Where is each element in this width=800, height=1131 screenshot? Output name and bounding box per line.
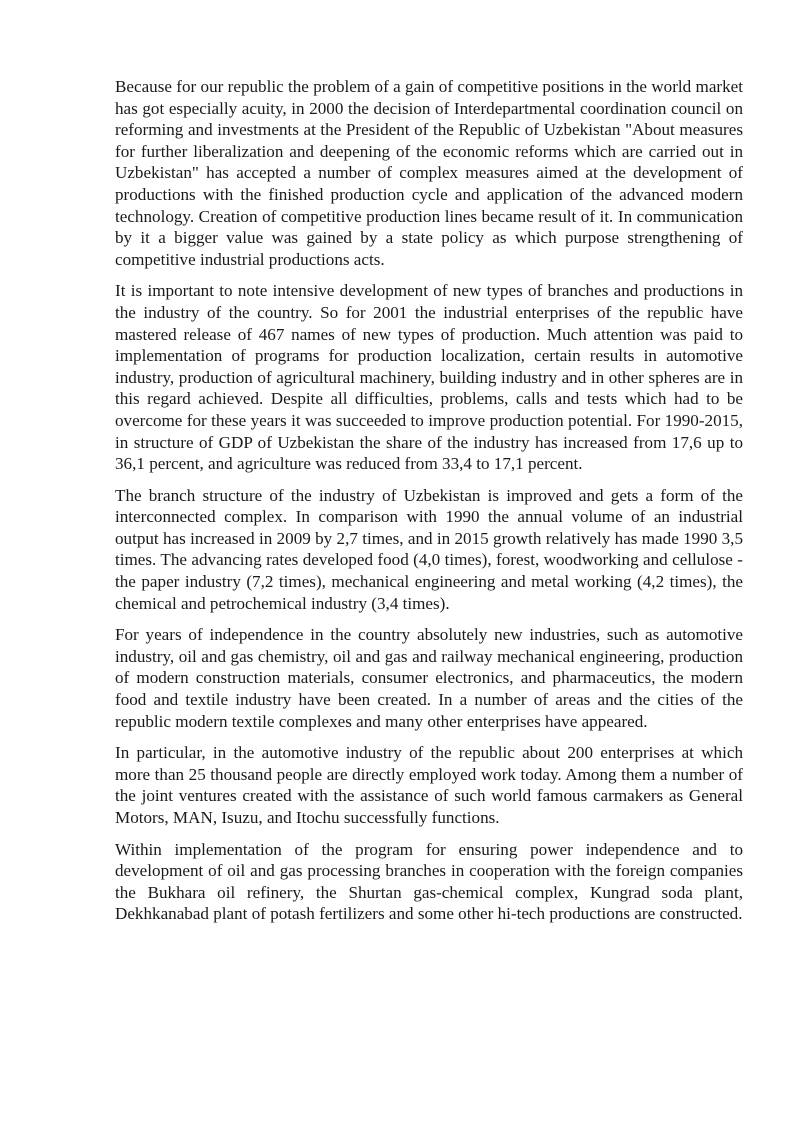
paragraph: The branch structure of the industry of Uzbekistan is improved and gets a form of the interconnected complex. In comparison with 1990 the annual volume of an industrial output has increased in 2009 by 2,7 times, and in 2015 growth relatively has made 1990 3,5 times. The advancing rates developed food (4,0 times), forest, woodworking and cellulose - the paper industry (7,2 times), mechanical engineering and metal working (4,2 times), the chemical and petrochemical industry (3,4 times). xyxy=(115,485,743,613)
paragraph: In particular, in the automotive industry of the republic about 200 enterprises at which more than 25 thousand people are directly employed work today. Among them a number of the joint ventures created with the assistance of such world famous carmakers as General Motors, MAN, Isuzu, and Itochu successfully functions. xyxy=(115,743,743,827)
document-body xyxy=(115,76,743,935)
paragraph: It is important to note intensive development of new types of branches and productions in the industry of the country. So for 2001 the industrial enterprises of the republic have mastered release of 467 names of new types of production. Much attention was paid to implementation of programs for production localization, certain results in automotive industry, production of agricultural machinery, building industry and in other spheres are in this regard achieved. Despite all difficulties, problems, calls and tests which had to be overcome for these years it was succeeded to improve production potential. For 1990-2015, in structure of GDP of Uzbekistan the share of the industry has increased from 17,6 up to 36,1 percent, and agriculture was reduced from 33,4 to 17,1 percent. xyxy=(115,281,743,474)
paragraph: Within implementation of the program for ensuring power independence and to development of oil and gas processing branches in cooperation with the foreign companies the Bukhara oil refinery, the Shurtan gas-chemical complex, Kungrad soda plant, Dekhkanabad plant of potash fertilizers and some other hi-tech productions are constructed. xyxy=(115,839,743,924)
paragraph: For years of independence in the country absolutely new industries, such as automotive industry, oil and gas chemistry, oil and gas and railway mechanical engineering, production of modern construction materials, consumer electronics, and pharmaceutics, the modern food and textile industry have been created. In a number of areas and the cities of the republic modern textile complexes and many other enterprises have appeared. xyxy=(115,625,743,731)
paragraph: Because for our republic the problem of a gain of competitive positions in the world market has got especially acuity, in 2000 the decision of Interdepartmental coordination council on reforming and investments at the President of the Republic of Uzbekistan "About measures for further liberalization and deepening of the economic reforms which are carried out in Uzbekistan" has accepted a number of complex measures aimed at the development of productions with the finished production cycle and application of the advanced modern technology. Creation of competitive production lines became result of it. In communication by it a bigger value was gained by a state policy as which purpose strengthening of competitive industrial productions acts. xyxy=(115,77,743,269)
